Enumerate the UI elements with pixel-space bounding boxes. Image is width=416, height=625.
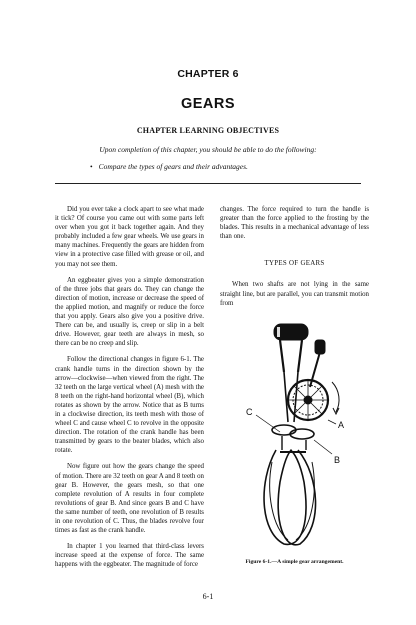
paragraph: Now figure out how the gears change the speed of motion. There are 32 teeth on gear A and 8 teeth on gear B. However, the gears mesh, so that one complete revolution of A results in four complete revolutions of gear B. And since gears B and C have the same number of teeth, one revolution of B results in one revolution of C. Thus, the blades revolve four times as fast as the crank handle.	[55, 463, 204, 535]
paragraph: Did you ever take a clock apart to see what made it tick? Of course you came out with some parts left over when you got it back together again. And they probably included a few gear wheels. We use gears in many machines. Frequently the gears are hidden from view in a protective case filled with grease or oil, and you may not see them.	[55, 206, 204, 268]
gear-c	[290, 429, 314, 439]
crank-knob	[315, 340, 325, 354]
beater-blade	[278, 450, 315, 545]
bullet-icon: •	[90, 162, 93, 171]
handle-frame	[280, 340, 302, 372]
objectives-intro: Upon completion of this chapter, you should be able to do the following:	[99, 145, 317, 154]
paragraph: An eggbeater gives you a simple demonstration of the three jobs that gears do. They can change the direction of motion, increase or decrease the speed of the applied motion, and magnify or reduce the force that you apply. Gears also give you a positive drive. There can be, and usually is, creep or slip in a belt drive. However, gear teeth are always in mesh, so there can be no creep and slip.	[55, 276, 204, 348]
chapter-number: CHAPTER 6	[177, 68, 239, 80]
right-column	[220, 205, 369, 315]
page-number: 6-1	[202, 592, 214, 601]
label-c: C	[246, 407, 253, 417]
objective-text: Compare the types of gears and their advantages.	[98, 162, 248, 171]
paragraph: In chapter 1 you learned that third-class levers increase speed at the expense of force. The same happens with the eggbeater. The magnitude of force	[55, 543, 204, 569]
paragraph: Follow the directional changes in figure 6-1. The crank handle turns in the direction shown by the arrow—clockwise—when viewed from the right. The 32 teeth on the large vertical wheel (A) mesh with the 8 teeth on the right-hand horizontal wheel (B), which rotates as shown by the arrow. Notice that as B turns in a clockwise direction, its teeth mesh with those of wheel C and cause wheel C to revolve in the opposite direction. The rotation of the crank handle has been transmitted by gears to the beater blades, which also rotate.	[55, 356, 204, 455]
objective-item	[90, 162, 390, 171]
paragraph: When two shafts are not lying in the same straight line, but are parallel, you can transmit motion from	[220, 281, 369, 307]
gear-b	[272, 425, 296, 435]
chapter-title: GEARS	[180, 96, 236, 112]
figure-caption: Figure 6-1.—A simple gear arrangement.	[245, 559, 344, 565]
eggbeater-figure	[236, 312, 356, 552]
label-a: A	[338, 420, 345, 430]
section-divider	[55, 183, 361, 184]
paragraph: changes. The force required to turn the handle is greater than the force applied to the frosting by the blades. This results in a mechanical advantage of less than one.	[220, 206, 369, 241]
left-column	[55, 205, 204, 576]
section-heading: TYPES OF GEARS	[264, 260, 325, 268]
label-b: B	[334, 455, 341, 465]
objectives-heading: CHAPTER LEARNING OBJECTIVES	[136, 126, 280, 135]
eggbeater-drawing	[256, 324, 339, 545]
